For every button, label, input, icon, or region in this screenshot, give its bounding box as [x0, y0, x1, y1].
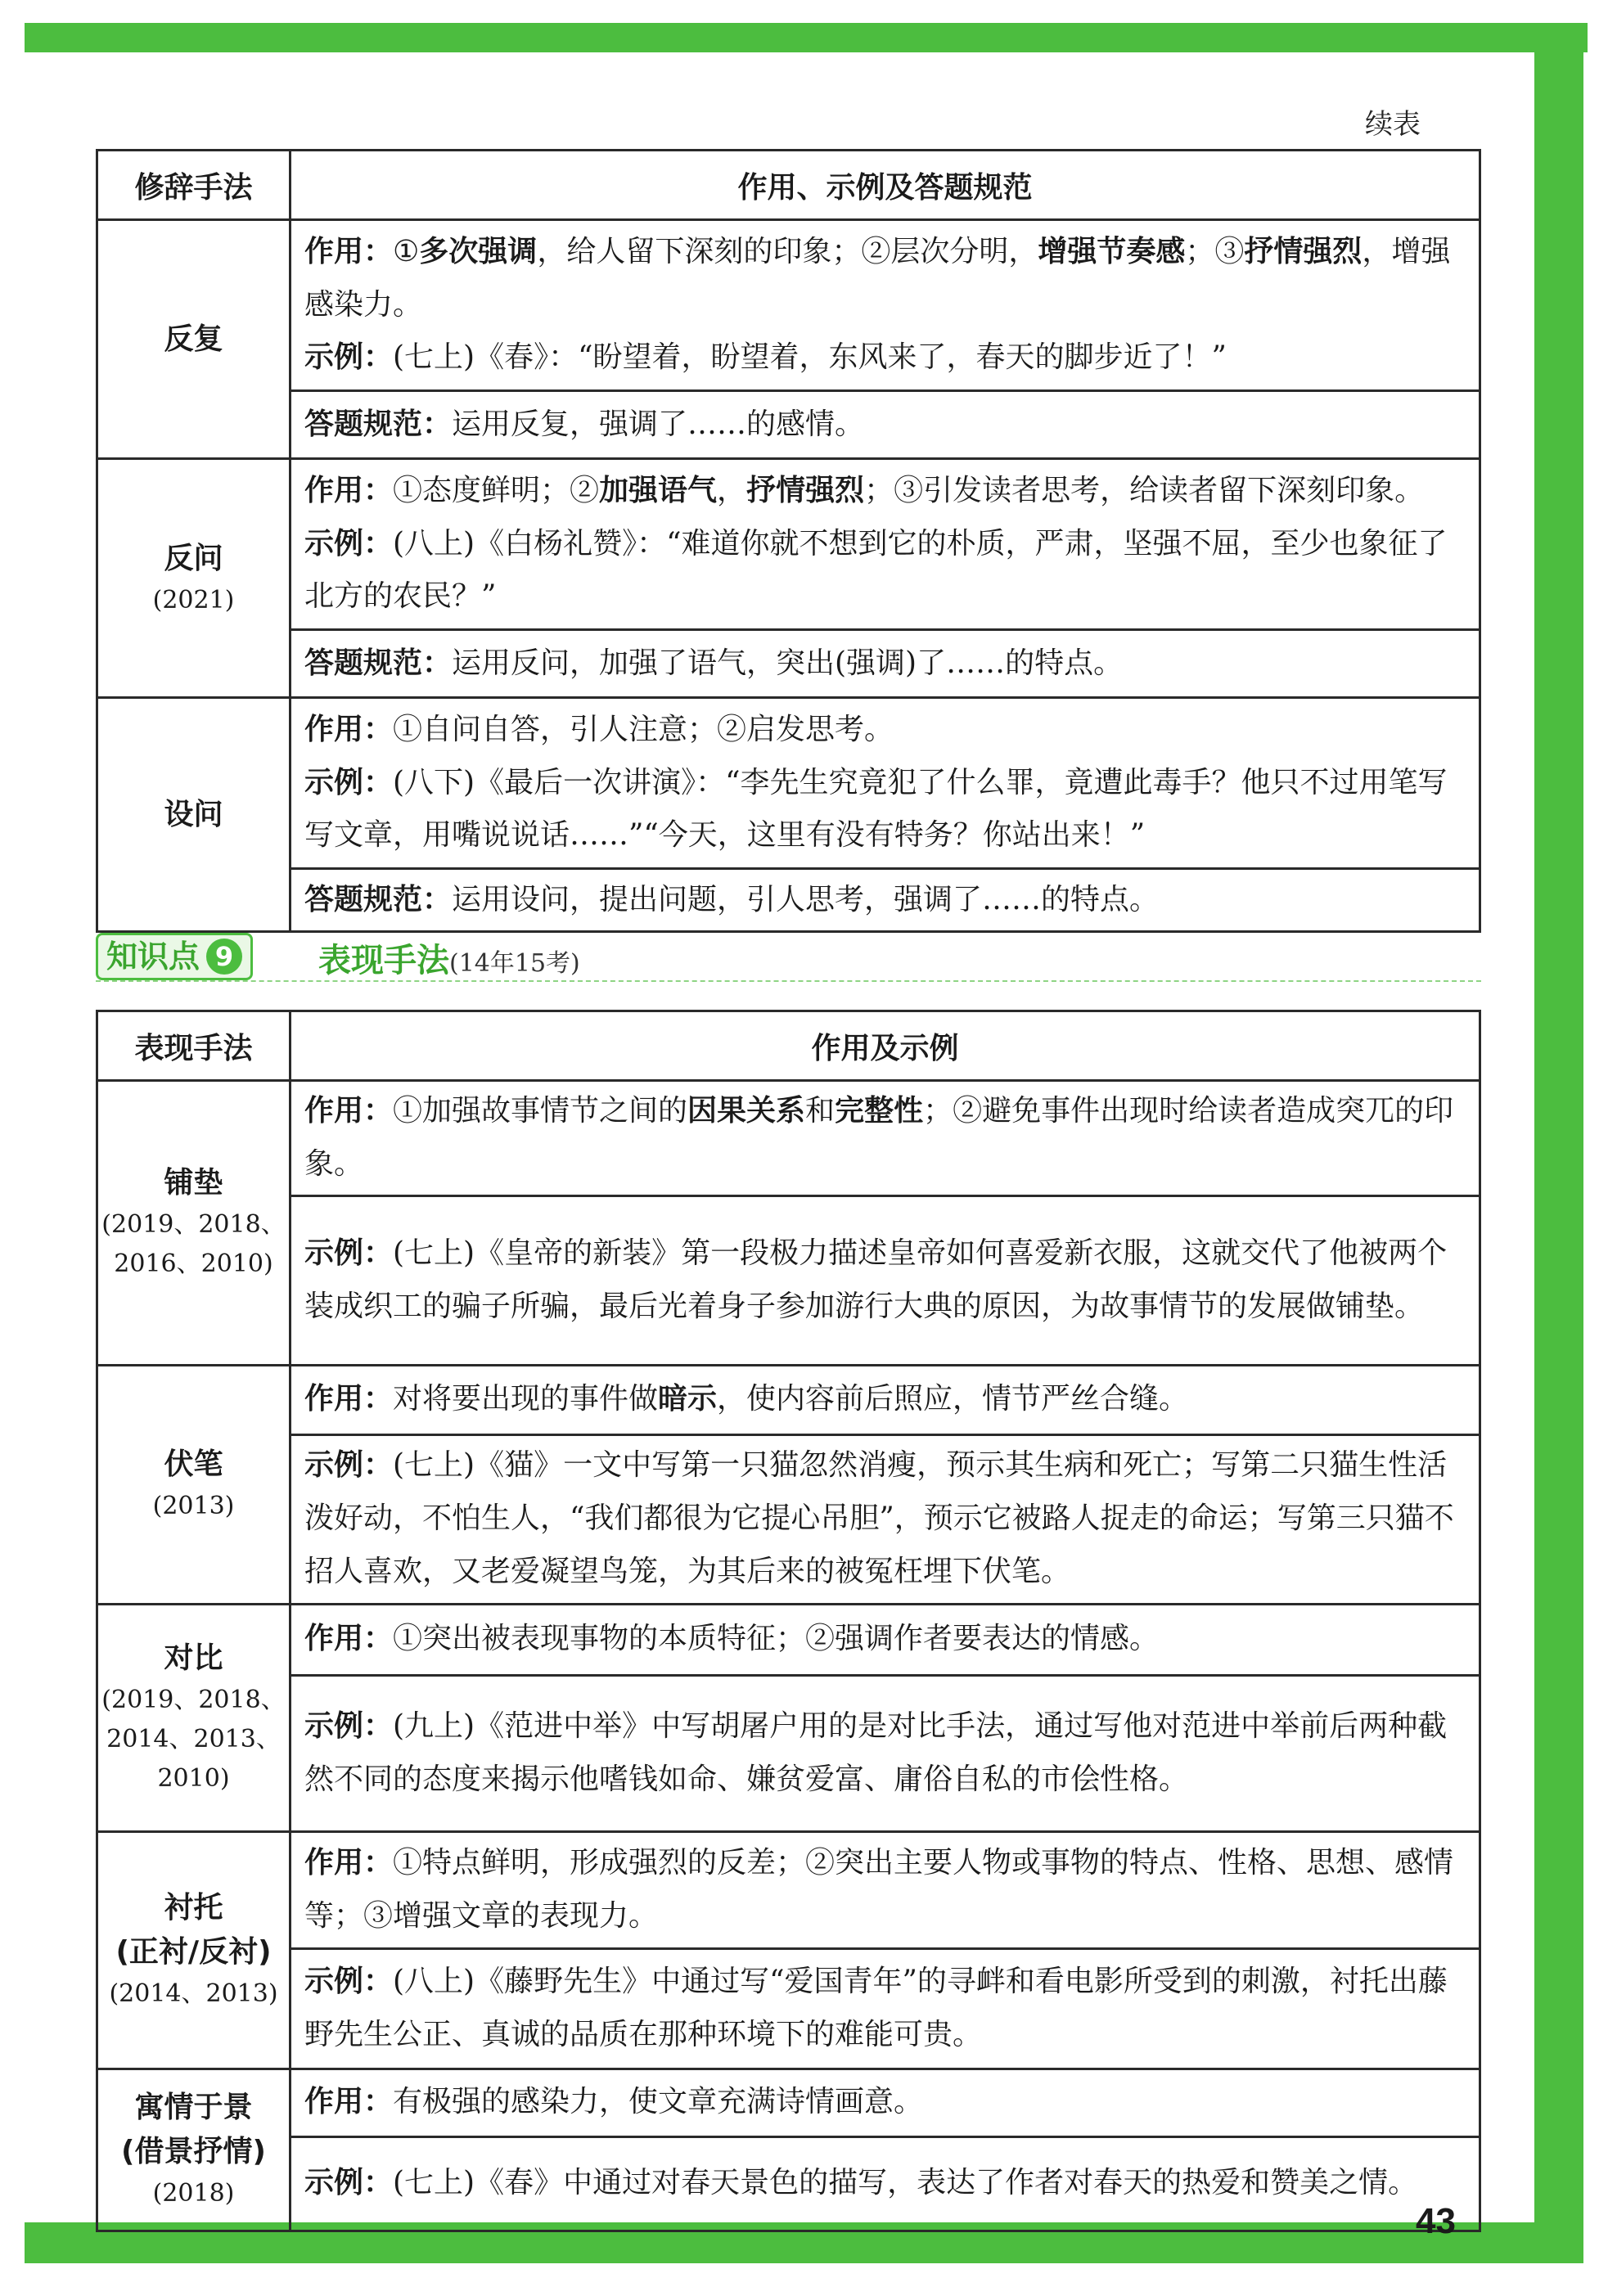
rhetoric-table	[96, 149, 1481, 933]
technique-year: (2019、2018、2014、2013、2010)	[101, 1686, 286, 1794]
table-row	[97, 1604, 1480, 1675]
technique-subname: (正衬/反衬)	[115, 1935, 272, 1970]
technique-name-cell	[97, 1365, 291, 1604]
technique-name-cell	[97, 1081, 291, 1366]
table-row	[97, 1195, 1480, 1365]
norm-label: 答题规范：	[304, 646, 453, 680]
technique-name: 衬托	[164, 1891, 223, 1925]
section-note: (14年15考)	[449, 949, 580, 978]
example-label: 示例：	[304, 2166, 394, 2200]
effect-label: 作用：	[304, 1094, 394, 1128]
effect-cell	[291, 2069, 1480, 2136]
technique-table	[96, 1010, 1481, 2232]
device-year: (2021)	[152, 585, 235, 615]
technique-name: 对比	[164, 1641, 223, 1676]
example-text: (八上)《白杨礼赞》：“难道你就不想到它的朴质，严肃，坚强不屈，至少也象征了北方的农民？”	[304, 526, 1448, 614]
effect-label: 作用：	[304, 1845, 394, 1880]
effect-example-cell	[291, 459, 1480, 630]
effect-keyword: 抒情强烈	[746, 473, 865, 507]
technique-name: 铺垫	[164, 1166, 223, 1200]
device-name-cell	[97, 459, 291, 698]
effect-keyword: 暗示	[658, 1382, 718, 1416]
table-row	[97, 1675, 1480, 1831]
example-label: 示例：	[304, 340, 394, 375]
example-label: 示例：	[304, 765, 394, 799]
effect-label: 作用：	[304, 1622, 394, 1656]
section-heading	[96, 933, 1481, 982]
norm-label: 答题规范：	[304, 407, 453, 441]
table-row	[97, 2069, 1480, 2136]
example-cell	[291, 1434, 1480, 1604]
section-title	[318, 934, 580, 981]
example-cell	[291, 1948, 1480, 2069]
device-name: 反问	[164, 541, 223, 575]
example-label: 示例：	[304, 1236, 394, 1270]
effect-keyword: 增强节奏感	[1038, 234, 1186, 268]
example-text: (七上)《春》中通过对春天景色的描写，表达了作者对春天的热爱和赞美之情。	[393, 2166, 1418, 2200]
page-number: 43	[1416, 2201, 1456, 2241]
norm-cell	[291, 391, 1480, 459]
device-name: 反复	[164, 322, 223, 356]
table-row	[97, 1365, 1480, 1434]
example-label: 示例：	[304, 1964, 394, 1998]
technique-year: (2013)	[152, 1492, 235, 1521]
effect-text: ；③引发读者思考，给读者留下深刻印象。	[864, 473, 1425, 507]
badge-label: 知识点	[106, 939, 200, 975]
page-frame-top	[25, 23, 1588, 52]
norm-text: 运用反问，加强了语气，突出(强调)了……的特点。	[452, 646, 1124, 680]
example-label: 示例：	[304, 1708, 394, 1743]
column-header: 表现手法	[97, 1011, 291, 1081]
effect-label: 作用：	[304, 473, 394, 507]
table-row	[97, 630, 1480, 698]
effect-cell	[291, 1365, 1480, 1434]
technique-year: (2018)	[152, 2179, 235, 2208]
effect-cell	[291, 1081, 1480, 1196]
table-header-row	[97, 1011, 1480, 1081]
effect-keyword: 完整性	[835, 1094, 924, 1128]
table-header-row	[97, 151, 1480, 220]
example-text: (七上)《皇帝的新装》第一段极力描述皇帝如何喜爱新衣服，这就交代了他被两个装成织工的骗子所骗，最后光着身子参加游行大典的原因，为故事情节的发展做铺垫。	[304, 1236, 1448, 1323]
effect-label: 作用：	[304, 234, 394, 268]
effect-text: ①态度鲜明；②	[393, 473, 600, 507]
effect-label: 作用：	[304, 712, 394, 746]
effect-text: ，	[717, 473, 747, 507]
column-header: 作用、示例及答题规范	[291, 151, 1480, 220]
example-cell	[291, 1195, 1480, 1365]
example-cell	[291, 1675, 1480, 1831]
norm-cell	[291, 630, 1480, 698]
example-text: (八上)《藤野先生》中通过写“爱国青年”的寻衅和看电影所受到的刺激，衬托出藤野先生公正、真诚的品质在那种环境下的难能可贵。	[304, 1964, 1448, 2051]
page-frame-right	[1534, 23, 1583, 2224]
table-row	[97, 391, 1480, 459]
effect-example-cell	[291, 698, 1480, 869]
table-row	[97, 1081, 1480, 1196]
table-row	[97, 1948, 1480, 2069]
effect-text: ①突出被表现事物的本质特征；②强调作者要表达的情感。	[393, 1622, 1160, 1656]
effect-label: 作用：	[304, 2085, 394, 2119]
norm-text: 运用反复，强调了……的感情。	[452, 407, 865, 441]
effect-text: ①	[393, 234, 420, 268]
device-name: 设问	[164, 797, 223, 831]
example-text: (七上)《猫》一文中写第一只猫忽然消瘦，预示其生病和死亡；写第二只猫生性活泼好动，不怕生人，“我们都很为它提心吊胆”，预示它被路人捉走的命运；写第三只猫不招人喜欢，又老爱凝望鸟笼，为其后来的被冤枉埋下伏笔。	[304, 1448, 1454, 1588]
table-row	[97, 1831, 1480, 1948]
example-cell	[291, 2136, 1480, 2231]
norm-text: 运用设问，提出问题，引人思考，强调了……的特点。	[452, 882, 1160, 916]
badge-number: 9	[206, 939, 242, 975]
effect-cell	[291, 1831, 1480, 1948]
technique-name-cell	[97, 1604, 291, 1831]
technique-name: 寓情于景	[134, 2091, 253, 2125]
norm-label: 答题规范：	[304, 882, 453, 916]
knowledge-point-badge	[96, 933, 253, 980]
continued-label: 续表	[1365, 108, 1421, 141]
effect-keyword: 多次强调	[419, 234, 538, 268]
effect-text: ，使内容前后照应，情节严丝合缝。	[717, 1382, 1189, 1416]
table-row	[97, 220, 1480, 391]
example-label: 示例：	[304, 1448, 394, 1483]
effect-text: ①特点鲜明，形成强烈的反差；②突出主要人物或事物的特点、性格、思想、感情等；③增强文章的表现力。	[304, 1845, 1454, 1933]
technique-name: 伏笔	[164, 1447, 223, 1482]
device-name-cell	[97, 698, 291, 932]
example-text: (七上)《春》：“盼望着，盼望着，东风来了，春天的脚步近了！”	[393, 340, 1227, 375]
technique-year: (2019、2018、2016、2010)	[101, 1210, 286, 1279]
table-row	[97, 698, 1480, 869]
effect-cell	[291, 1604, 1480, 1675]
table-row	[97, 2136, 1480, 2231]
effect-keyword: 抒情强烈	[1244, 234, 1363, 268]
effect-text: 有极强的感染力，使文章充满诗情画意。	[393, 2085, 924, 2119]
effect-text: ，增强感染力。	[304, 234, 1451, 322]
effect-text: ，给人留下深刻的印象；②层次分明，	[537, 234, 1038, 268]
effect-keyword: 加强语气	[599, 473, 718, 507]
table-row	[97, 459, 1480, 630]
section-title-text: 表现手法	[318, 942, 449, 979]
effect-text: ；③	[1185, 234, 1245, 268]
table-row	[97, 869, 1480, 932]
column-header: 修辞手法	[97, 151, 291, 220]
example-text: (八下)《最后一次讲演》：“李先生究竟犯了什么罪，竟遭此毒手？他只不过用笔写写文章，用嘴说说话……”“今天，这里有没有特务？你站出来！”	[304, 765, 1448, 853]
effect-text: 对将要出现的事件做	[393, 1382, 659, 1416]
effect-text: ①加强故事情节之间的	[393, 1094, 688, 1128]
technique-name-cell	[97, 1831, 291, 2069]
effect-label: 作用：	[304, 1382, 394, 1416]
example-text: (九上)《范进中举》中写胡屠户用的是对比手法，通过写他对范进中举前后两种截然不同的态度来揭示他嗜钱如命、嫌贫爱富、庸俗自私的市侩性格。	[304, 1708, 1448, 1796]
technique-subname: (借景抒情)	[121, 2135, 266, 2169]
device-name-cell	[97, 220, 291, 459]
technique-year: (2014、2013)	[109, 1979, 278, 2009]
effect-keyword: 因果关系	[687, 1094, 806, 1128]
effect-text: ；②避免事件出现时给读者造成突兀的印象。	[304, 1094, 1454, 1181]
norm-cell	[291, 869, 1480, 932]
effect-text: 和	[805, 1094, 836, 1128]
effect-example-cell	[291, 220, 1480, 391]
column-header: 作用及示例	[291, 1011, 1480, 1081]
table-row	[97, 1434, 1480, 1604]
technique-name-cell	[97, 2069, 291, 2231]
example-label: 示例：	[304, 526, 394, 560]
effect-text: ①自问自答，引人注意；②启发思考。	[393, 712, 894, 746]
